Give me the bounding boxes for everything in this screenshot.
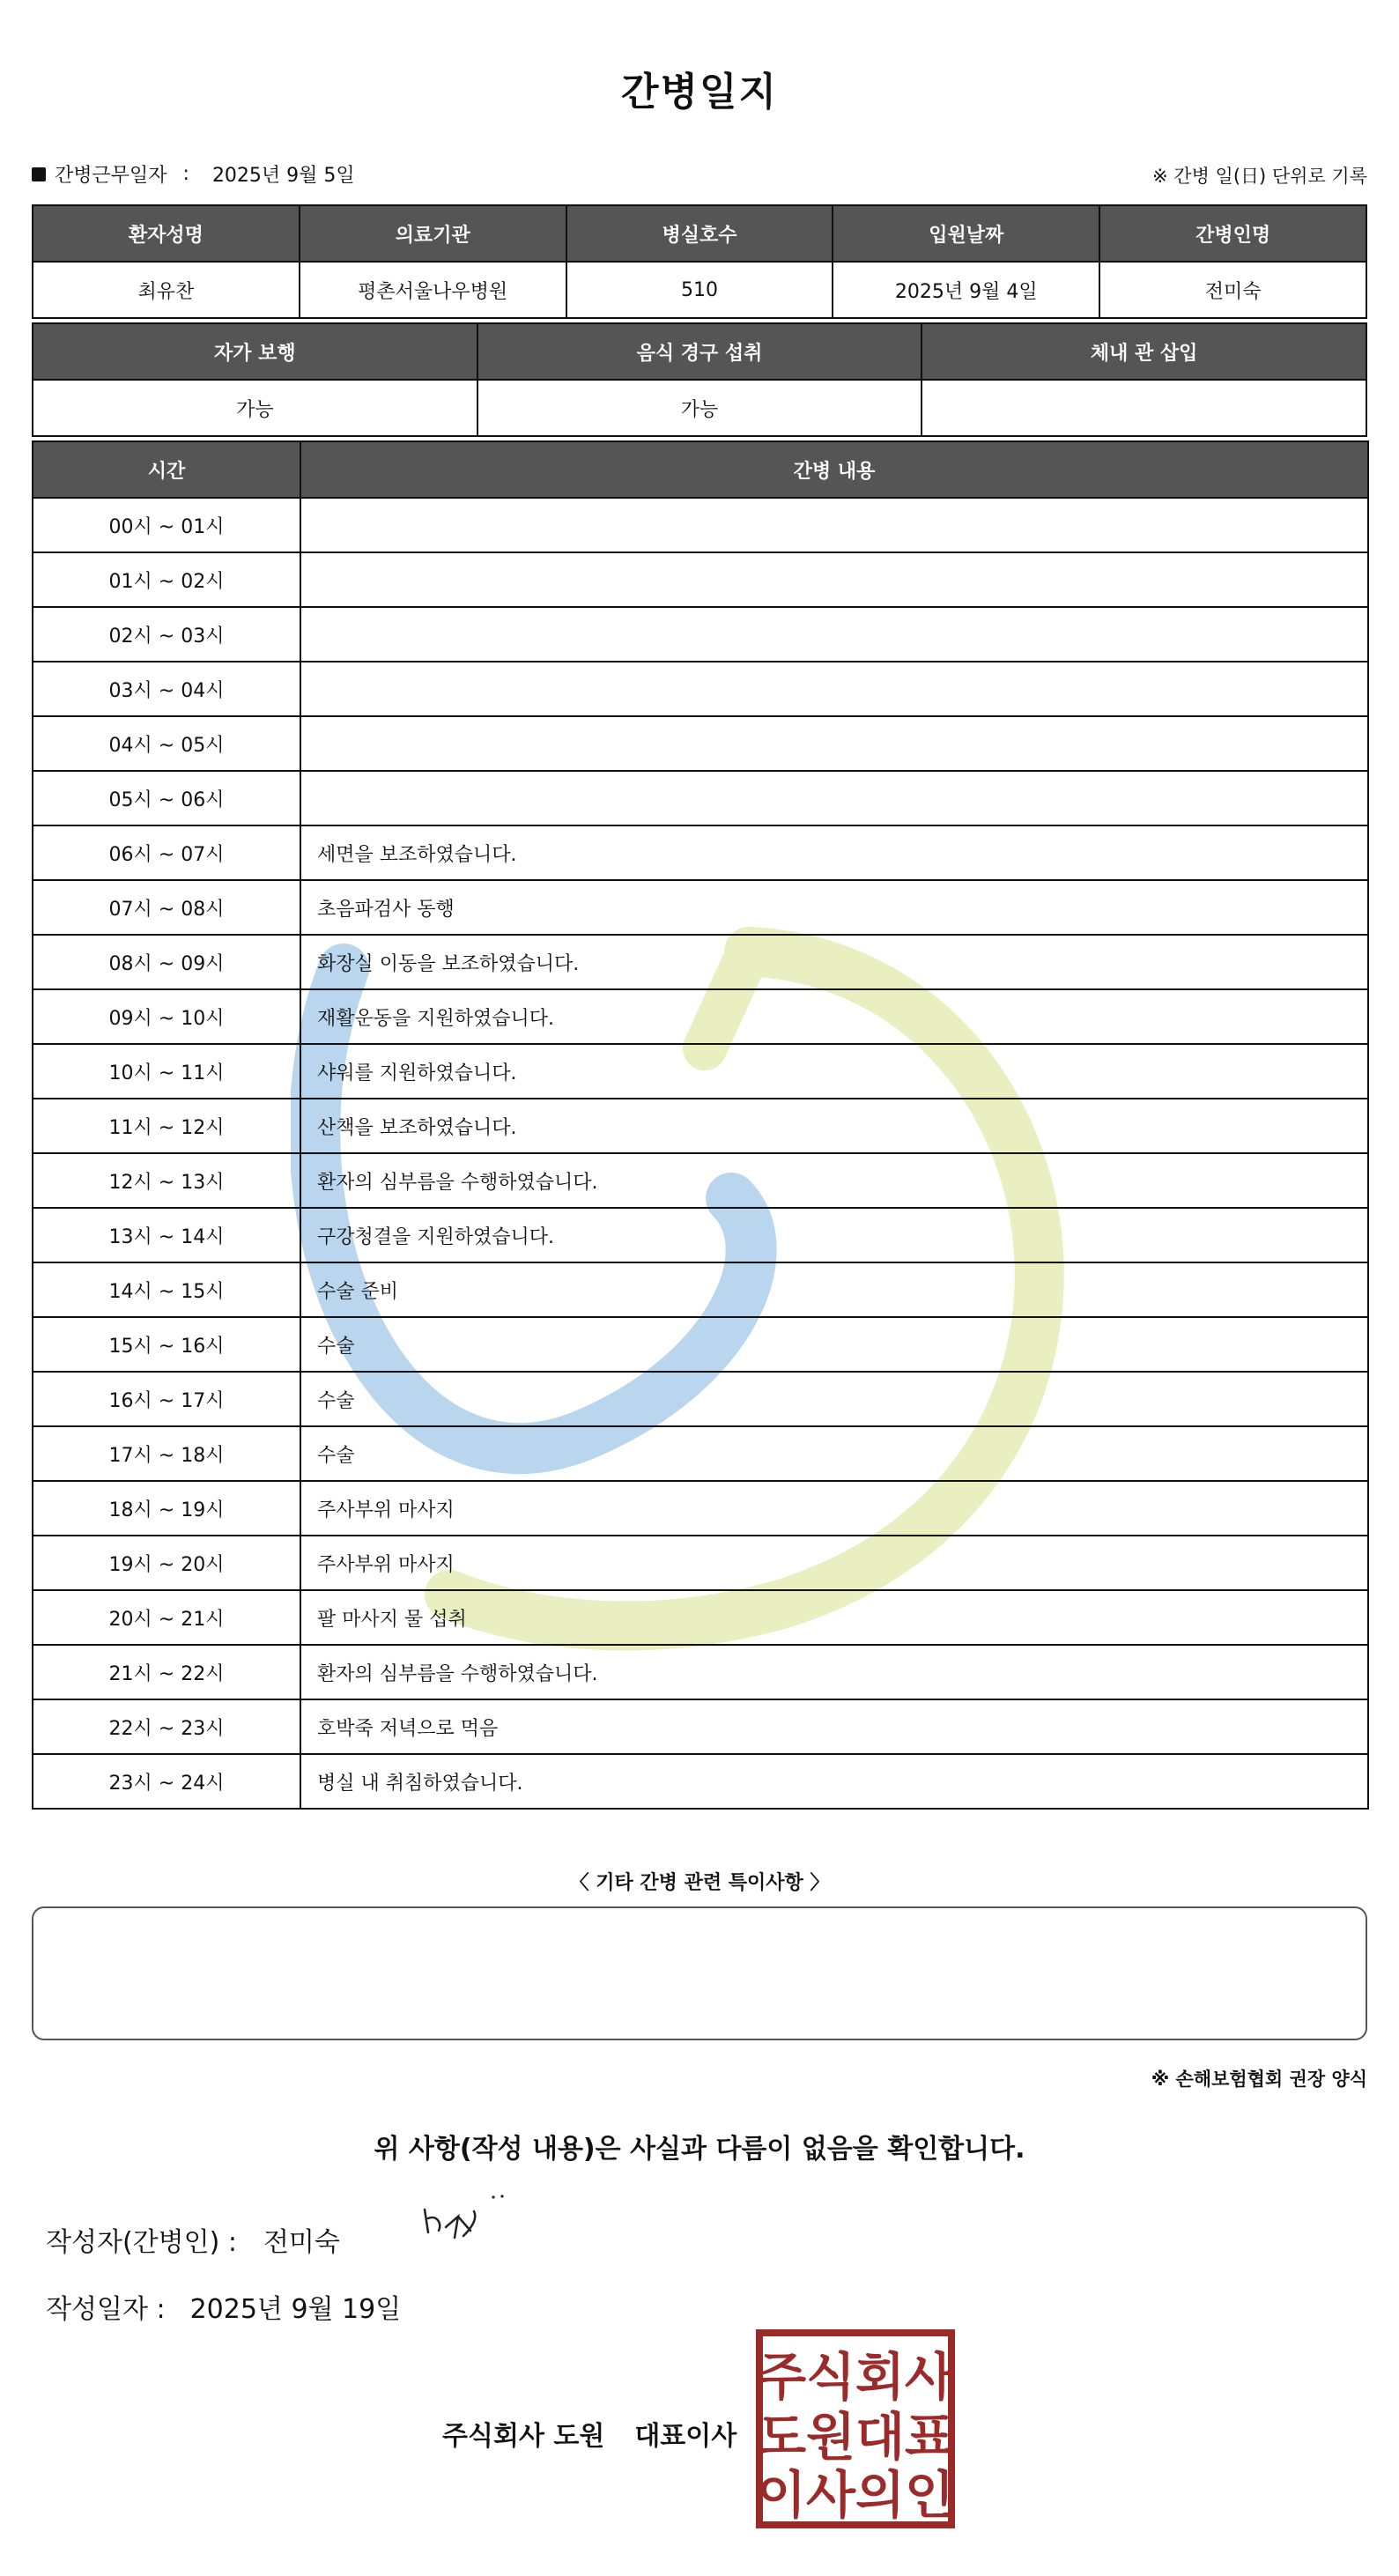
patient-info-header-row	[33, 205, 1366, 262]
header-care-content: 간병 내용	[300, 441, 1368, 498]
care-log-row	[33, 1153, 1368, 1208]
seal-line-3: 이사의인	[756, 2465, 955, 2525]
company-line	[442, 2414, 737, 2453]
care-log-content: 환자의 심부름을 수행하였습니다.	[300, 1645, 1368, 1699]
handwritten-signature	[419, 2192, 534, 2255]
care-log-row	[33, 1590, 1368, 1645]
care-log-time: 23시 ~ 24시	[33, 1754, 300, 1809]
care-log-time: 15시 ~ 16시	[33, 1317, 300, 1372]
care-log-content	[300, 607, 1368, 662]
care-log-content: 환자의 심부름을 수행하였습니다.	[300, 1153, 1368, 1208]
care-log-row	[33, 1481, 1368, 1536]
care-log-time: 22시 ~ 23시	[33, 1699, 300, 1754]
representative-title: 대표이사	[634, 2421, 737, 2452]
care-log-time: 03시 ~ 04시	[33, 662, 300, 716]
care-log-content: 재활운동을 지원하였습니다.	[300, 989, 1368, 1044]
header-tube-insertion: 체내 관 삽입	[922, 323, 1366, 380]
written-date-value: 2025년 9월 19일	[189, 2294, 402, 2325]
oral-intake-value: 가능	[477, 380, 922, 436]
caregiver-name: 전미숙	[1099, 262, 1366, 318]
care-log-time: 02시 ~ 03시	[33, 607, 300, 662]
care-log-time: 18시 ~ 19시	[33, 1481, 300, 1536]
care-log-row	[33, 1372, 1368, 1426]
care-log-row	[33, 880, 1368, 935]
care-log-row	[33, 935, 1368, 989]
care-log-row	[33, 1099, 1368, 1153]
header-admission-date: 입원날짜	[833, 205, 1099, 262]
header-oral-intake: 음식 경구 섭취	[477, 323, 922, 380]
company-name: 주식회사 도원	[442, 2421, 605, 2452]
document-title: 간병일지	[620, 70, 778, 115]
patient-info-table	[32, 204, 1367, 319]
care-log-time: 09시 ~ 10시	[33, 989, 300, 1044]
care-log-content: 수술	[300, 1426, 1368, 1481]
room-number: 510	[566, 262, 833, 318]
writer-line	[46, 2220, 340, 2259]
admission-date: 2025년 9월 4일	[833, 262, 1099, 318]
care-log-content: 샤워를 지원하였습니다.	[300, 1044, 1368, 1099]
patient-name: 최유찬	[33, 262, 300, 318]
care-log-time: 19시 ~ 20시	[33, 1536, 300, 1590]
care-log-time: 07시 ~ 08시	[33, 880, 300, 935]
patient-info-value-row	[33, 262, 1366, 318]
care-log-content: 호박죽 저녁으로 먹음	[300, 1699, 1368, 1754]
care-log-content: 산책을 보조하였습니다.	[300, 1099, 1368, 1153]
header-time: 시간	[33, 441, 300, 498]
ability-value-row	[33, 380, 1366, 436]
care-log-time: 21시 ~ 22시	[33, 1645, 300, 1699]
seal-line-2: 도원대표	[756, 2407, 955, 2467]
recommend-note: ※ 손해보험협회 권장 양식	[1151, 2069, 1367, 2090]
care-log-content: 구강청결을 지원하였습니다.	[300, 1208, 1368, 1262]
square-bullet-icon	[32, 167, 46, 181]
care-log-row	[33, 1699, 1368, 1754]
care-log-header-row	[33, 441, 1368, 498]
care-log-content: 주사부위 마사지	[300, 1481, 1368, 1536]
memo-box	[32, 1906, 1367, 2040]
care-log-row	[33, 716, 1368, 771]
writer-name: 전미숙	[263, 2227, 340, 2258]
care-log-row	[33, 1426, 1368, 1481]
care-log-content	[300, 552, 1368, 607]
work-date-label: 간병근무일자	[55, 165, 167, 187]
care-log-row	[33, 662, 1368, 716]
care-log-time: 01시 ~ 02시	[33, 552, 300, 607]
ability-table	[32, 322, 1367, 437]
care-log-time: 05시 ~ 06시	[33, 771, 300, 825]
care-log-time: 06시 ~ 07시	[33, 825, 300, 880]
care-log-time: 04시 ~ 05시	[33, 716, 300, 771]
confirmation-statement: 위 사항(작성 내용)은 사실과 다름이 없음을 확인합니다.	[374, 2134, 1025, 2165]
care-log-time: 11시 ~ 12시	[33, 1099, 300, 1153]
care-log-table	[32, 440, 1369, 1810]
care-log-row	[33, 1317, 1368, 1372]
care-log-content	[300, 662, 1368, 716]
header-room-number: 병실호수	[566, 205, 833, 262]
care-log-time: 20시 ~ 21시	[33, 1590, 300, 1645]
care-log-content: 팔 마사지 물 섭취	[300, 1590, 1368, 1645]
ability-header-row	[33, 323, 1366, 380]
care-log-row	[33, 1645, 1368, 1699]
care-log-time: 16시 ~ 17시	[33, 1372, 300, 1426]
care-log-row	[33, 1262, 1368, 1317]
header-hospital: 의료기관	[300, 205, 566, 262]
written-date-label: 작성일자 :	[46, 2294, 166, 2325]
header-self-walking: 자가 보행	[33, 323, 477, 380]
care-log-row	[33, 1044, 1368, 1099]
care-log-row	[33, 552, 1368, 607]
care-log-content: 수술	[300, 1372, 1368, 1426]
care-log-content	[300, 498, 1368, 552]
work-date-separator: :	[182, 163, 189, 185]
care-log-time: 12시 ~ 13시	[33, 1153, 300, 1208]
care-log-time: 00시 ~ 01시	[33, 498, 300, 552]
care-log-row	[33, 989, 1368, 1044]
care-log-time: 10시 ~ 11시	[33, 1044, 300, 1099]
care-log-content: 세면을 보조하였습니다.	[300, 825, 1368, 880]
care-log-row	[33, 1536, 1368, 1590]
tube-insertion-value	[922, 380, 1366, 436]
care-log-row	[33, 825, 1368, 880]
header-patient-name: 환자성명	[33, 205, 300, 262]
care-log-time: 13시 ~ 14시	[33, 1208, 300, 1262]
care-log-content: 주사부위 마사지	[300, 1536, 1368, 1590]
work-date	[32, 160, 355, 188]
memo-title: 〈 기타 간병 관련 특이사항 〉	[569, 1872, 830, 1894]
care-log-content: 화장실 이동을 보조하였습니다.	[300, 935, 1368, 989]
care-log-content: 수술 준비	[300, 1262, 1368, 1317]
seal-line-1: 주식회사	[756, 2347, 955, 2407]
care-log-time: 14시 ~ 15시	[33, 1262, 300, 1317]
care-log-content: 초음파검사 동행	[300, 880, 1368, 935]
care-log-time: 08시 ~ 09시	[33, 935, 300, 989]
work-date-value: 2025년 9월 5일	[211, 165, 355, 187]
care-log-row	[33, 1208, 1368, 1262]
header-caregiver-name: 간병인명	[1099, 205, 1366, 262]
care-log-row	[33, 771, 1368, 825]
care-log-row	[33, 607, 1368, 662]
company-seal	[756, 2329, 955, 2528]
care-log-row	[33, 1754, 1368, 1809]
hospital-name: 평촌서울나우병원	[300, 262, 566, 318]
written-date-line	[46, 2287, 401, 2326]
unit-note: ※ 간병 일(日) 단위로 기록	[1152, 166, 1367, 187]
care-log-content: 병실 내 취침하였습니다.	[300, 1754, 1368, 1809]
writer-label: 작성자(간병인) :	[46, 2227, 237, 2258]
care-log-content	[300, 716, 1368, 771]
care-log-content	[300, 771, 1368, 825]
self-walking-value: 가능	[33, 380, 477, 436]
care-log-row	[33, 498, 1368, 552]
care-log-body	[33, 498, 1368, 1809]
care-log-content: 수술	[300, 1317, 1368, 1372]
care-log-time: 17시 ~ 18시	[33, 1426, 300, 1481]
